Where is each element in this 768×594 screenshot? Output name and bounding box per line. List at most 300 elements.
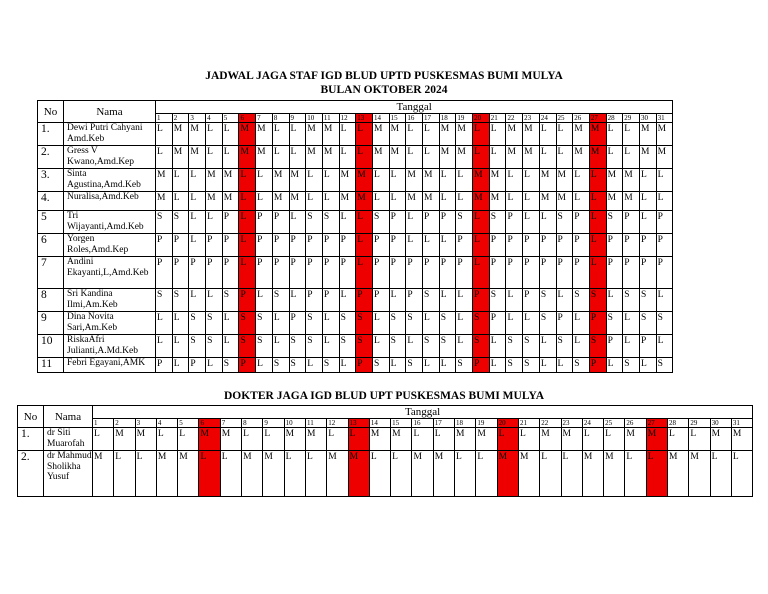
shift-cell: S bbox=[523, 335, 540, 358]
shift-cell: L bbox=[322, 312, 339, 335]
shift-cell: L bbox=[489, 335, 506, 358]
shift-cell: L bbox=[239, 234, 256, 257]
shift-cell: M bbox=[433, 451, 454, 497]
shift-cell: P bbox=[322, 234, 339, 257]
shift-cell: S bbox=[339, 335, 356, 358]
shift-cell: L bbox=[423, 234, 440, 257]
shift-cell: P bbox=[439, 257, 456, 289]
shift-cell: S bbox=[306, 335, 323, 358]
shift-cell: P bbox=[456, 257, 473, 289]
shift-cell: P bbox=[623, 234, 640, 257]
day-header-30: 30 bbox=[710, 419, 731, 428]
shift-cell: S bbox=[589, 335, 606, 358]
shift-cell: L bbox=[222, 335, 239, 358]
shift-cell: S bbox=[606, 211, 623, 234]
shift-cell: L bbox=[589, 234, 606, 257]
shift-cell: L bbox=[604, 428, 625, 451]
day-header-6: 6 bbox=[199, 419, 220, 428]
day-header-30: 30 bbox=[639, 114, 656, 123]
shift-cell: M bbox=[489, 192, 506, 211]
shift-cell: L bbox=[306, 169, 323, 192]
shift-cell: L bbox=[206, 358, 223, 373]
shift-cell: M bbox=[668, 451, 689, 497]
shift-cell: S bbox=[156, 289, 173, 312]
shift-cell: L bbox=[506, 192, 523, 211]
shift-cell: P bbox=[623, 257, 640, 289]
shift-cell: P bbox=[289, 234, 306, 257]
shift-cell: S bbox=[556, 211, 573, 234]
shift-cell: L bbox=[539, 211, 556, 234]
shift-cell: L bbox=[189, 192, 206, 211]
shift-cell: L bbox=[656, 289, 673, 312]
shift-cell: L bbox=[289, 211, 306, 234]
shift-cell: S bbox=[456, 358, 473, 373]
shift-cell: S bbox=[322, 211, 339, 234]
shift-cell: L bbox=[656, 169, 673, 192]
shift-cell: P bbox=[389, 211, 406, 234]
shift-cell: M bbox=[439, 123, 456, 146]
shift-cell: L bbox=[339, 358, 356, 373]
shift-cell: P bbox=[306, 289, 323, 312]
shift-cell: P bbox=[639, 234, 656, 257]
day-header-4: 4 bbox=[206, 114, 223, 123]
shift-cell: S bbox=[556, 335, 573, 358]
shift-cell: L bbox=[439, 358, 456, 373]
shift-cell: L bbox=[423, 312, 440, 335]
shift-cell: M bbox=[506, 123, 523, 146]
shift-cell: L bbox=[439, 289, 456, 312]
day-header-16: 16 bbox=[412, 419, 433, 428]
shift-cell: P bbox=[272, 211, 289, 234]
header-name: Nama bbox=[64, 101, 156, 123]
shift-cell: L bbox=[489, 358, 506, 373]
shift-cell: S bbox=[256, 335, 273, 358]
shift-cell: P bbox=[506, 257, 523, 289]
shift-cell: L bbox=[506, 169, 523, 192]
shift-cell: L bbox=[639, 358, 656, 373]
shift-cell: M bbox=[327, 451, 348, 497]
shift-cell: L bbox=[489, 123, 506, 146]
shift-cell: M bbox=[389, 146, 406, 169]
shift-cell: S bbox=[289, 335, 306, 358]
shift-cell: M bbox=[646, 428, 667, 451]
shift-cell: P bbox=[206, 234, 223, 257]
day-header-25: 25 bbox=[556, 114, 573, 123]
staff-row bbox=[38, 234, 673, 257]
day-header-21: 21 bbox=[489, 114, 506, 123]
shift-cell: S bbox=[206, 335, 223, 358]
shift-cell: L bbox=[389, 169, 406, 192]
shift-cell: S bbox=[372, 211, 389, 234]
shift-cell: L bbox=[606, 123, 623, 146]
day-header-24: 24 bbox=[539, 114, 556, 123]
shift-cell: L bbox=[189, 234, 206, 257]
shift-cell: P bbox=[556, 257, 573, 289]
day-header-11: 11 bbox=[305, 419, 326, 428]
shift-cell: S bbox=[356, 312, 373, 335]
shift-cell: L bbox=[327, 428, 348, 451]
day-header-14: 14 bbox=[369, 419, 390, 428]
shift-cell: L bbox=[456, 335, 473, 358]
shift-cell: L bbox=[322, 192, 339, 211]
shift-cell: L bbox=[156, 146, 173, 169]
shift-cell: S bbox=[473, 312, 490, 335]
shift-cell: M bbox=[220, 428, 241, 451]
shift-cell: S bbox=[322, 358, 339, 373]
shift-cell: M bbox=[306, 123, 323, 146]
shift-cell: M bbox=[389, 123, 406, 146]
day-header-7: 7 bbox=[256, 114, 273, 123]
shift-cell: L bbox=[540, 451, 561, 497]
shift-cell: L bbox=[623, 146, 640, 169]
shift-cell: M bbox=[523, 146, 540, 169]
day-header-17: 17 bbox=[423, 114, 440, 123]
staff-row bbox=[38, 211, 673, 234]
shift-cell: S bbox=[623, 289, 640, 312]
shift-cell: S bbox=[439, 312, 456, 335]
shift-cell: L bbox=[189, 169, 206, 192]
shift-cell: P bbox=[272, 257, 289, 289]
shift-cell: L bbox=[206, 211, 223, 234]
schedule-month: BULAN OKTOBER 2024 bbox=[320, 84, 448, 96]
shift-cell: L bbox=[406, 211, 423, 234]
shift-cell: S bbox=[206, 312, 223, 335]
shift-cell: L bbox=[172, 358, 189, 373]
shift-cell: P bbox=[539, 234, 556, 257]
shift-cell: M bbox=[518, 451, 539, 497]
staff-row bbox=[38, 358, 673, 373]
shift-cell: P bbox=[306, 234, 323, 257]
staff-name: Tri Wijayanti,Amd.Keb bbox=[64, 211, 156, 234]
shift-cell: L bbox=[455, 451, 476, 497]
shift-cell: L bbox=[256, 169, 273, 192]
shift-cell: M bbox=[439, 146, 456, 169]
day-header-20: 20 bbox=[497, 419, 518, 428]
shift-cell: S bbox=[489, 211, 506, 234]
shift-cell: S bbox=[389, 312, 406, 335]
shift-cell: L bbox=[322, 335, 339, 358]
day-header-1: 1 bbox=[156, 114, 173, 123]
shift-cell: M bbox=[289, 169, 306, 192]
shift-cell: L bbox=[456, 169, 473, 192]
shift-cell: L bbox=[220, 451, 241, 497]
shift-cell: M bbox=[473, 192, 490, 211]
shift-cell: P bbox=[339, 234, 356, 257]
shift-cell: M bbox=[156, 169, 173, 192]
shift-cell: P bbox=[473, 358, 490, 373]
shift-cell: S bbox=[356, 335, 373, 358]
shift-cell: M bbox=[272, 192, 289, 211]
shift-cell: L bbox=[172, 169, 189, 192]
shift-cell: S bbox=[506, 335, 523, 358]
shift-cell: P bbox=[156, 358, 173, 373]
shift-cell: L bbox=[239, 211, 256, 234]
day-header-16: 16 bbox=[406, 114, 423, 123]
shift-cell: L bbox=[406, 234, 423, 257]
shift-cell: M bbox=[689, 451, 710, 497]
shift-cell: P bbox=[456, 234, 473, 257]
day-header-3: 3 bbox=[189, 114, 206, 123]
shift-cell: L bbox=[256, 289, 273, 312]
shift-cell: P bbox=[372, 257, 389, 289]
shift-cell: P bbox=[589, 312, 606, 335]
shift-cell: P bbox=[156, 257, 173, 289]
shift-cell: L bbox=[523, 312, 540, 335]
shift-cell: L bbox=[589, 169, 606, 192]
staff-name: Nuralisa,Amd.Keb bbox=[64, 192, 156, 211]
day-header-2: 2 bbox=[114, 419, 135, 428]
shift-cell: P bbox=[606, 335, 623, 358]
day-header-22: 22 bbox=[540, 419, 561, 428]
shift-cell: L bbox=[589, 211, 606, 234]
shift-cell: P bbox=[656, 257, 673, 289]
shift-cell: P bbox=[222, 211, 239, 234]
shift-cell: S bbox=[573, 358, 590, 373]
shift-cell: L bbox=[689, 428, 710, 451]
day-header-5: 5 bbox=[178, 419, 199, 428]
shift-cell: S bbox=[306, 312, 323, 335]
shift-cell: L bbox=[206, 146, 223, 169]
shift-cell: M bbox=[623, 169, 640, 192]
shift-cell: L bbox=[406, 123, 423, 146]
shift-cell: P bbox=[356, 289, 373, 312]
day-header-4: 4 bbox=[156, 419, 177, 428]
shift-cell: P bbox=[339, 257, 356, 289]
day-header-21: 21 bbox=[518, 419, 539, 428]
shift-cell: M bbox=[623, 192, 640, 211]
shift-cell: S bbox=[272, 289, 289, 312]
shift-cell: S bbox=[289, 358, 306, 373]
shift-cell: M bbox=[222, 169, 239, 192]
shift-cell: L bbox=[573, 192, 590, 211]
staff-row bbox=[38, 123, 673, 146]
shift-cell: L bbox=[389, 289, 406, 312]
shift-cell: L bbox=[639, 192, 656, 211]
shift-cell: L bbox=[272, 312, 289, 335]
shift-cell: L bbox=[178, 428, 199, 451]
shift-cell: M bbox=[561, 428, 582, 451]
shift-cell: P bbox=[256, 257, 273, 289]
day-header-31: 31 bbox=[731, 419, 752, 428]
shift-cell: P bbox=[356, 358, 373, 373]
shift-cell: M bbox=[606, 169, 623, 192]
shift-cell: P bbox=[172, 257, 189, 289]
shift-cell: L bbox=[272, 335, 289, 358]
shift-cell: S bbox=[473, 335, 490, 358]
shift-cell: M bbox=[656, 123, 673, 146]
staff-number: 9 bbox=[38, 312, 64, 335]
shift-cell: M bbox=[172, 146, 189, 169]
staff-row bbox=[38, 192, 673, 211]
shift-cell: L bbox=[476, 451, 497, 497]
header-no: No bbox=[18, 406, 44, 428]
shift-cell: L bbox=[172, 192, 189, 211]
shift-cell: M bbox=[455, 428, 476, 451]
day-header-1: 1 bbox=[93, 419, 114, 428]
shift-cell: L bbox=[356, 211, 373, 234]
staff-number: 11 bbox=[38, 358, 64, 373]
schedule-title: JADWAL JAGA STAF IGD BLUD UPTD PUSKESMAS BUMI MULYA bbox=[205, 70, 563, 82]
shift-cell: L bbox=[256, 192, 273, 211]
shift-cell: L bbox=[623, 123, 640, 146]
doctor-row bbox=[18, 451, 753, 497]
shift-cell: L bbox=[406, 146, 423, 169]
day-header-9: 9 bbox=[263, 419, 284, 428]
day-header-18: 18 bbox=[455, 419, 476, 428]
shift-cell: P bbox=[439, 211, 456, 234]
shift-cell: L bbox=[523, 192, 540, 211]
shift-cell: M bbox=[156, 451, 177, 497]
shift-cell: L bbox=[263, 428, 284, 451]
shift-cell: M bbox=[189, 146, 206, 169]
doctor-name: dr Siti Muarofah bbox=[44, 428, 93, 451]
shift-cell: M bbox=[497, 451, 518, 497]
shift-cell: L bbox=[389, 192, 406, 211]
header-name: Nama bbox=[44, 406, 93, 428]
shift-cell: S bbox=[506, 358, 523, 373]
shift-cell: L bbox=[556, 289, 573, 312]
shift-cell: P bbox=[523, 234, 540, 257]
shift-cell: S bbox=[573, 289, 590, 312]
shift-cell: S bbox=[239, 335, 256, 358]
shift-cell: L bbox=[284, 451, 305, 497]
doctor-schedule-title: DOKTER JAGA IGD BLUD UPT PUSKESMAS BUMI MULYA bbox=[223, 390, 545, 402]
day-header-27: 27 bbox=[646, 419, 667, 428]
shift-cell: L bbox=[189, 289, 206, 312]
shift-cell: P bbox=[222, 257, 239, 289]
shift-cell: P bbox=[639, 335, 656, 358]
shift-cell: L bbox=[356, 257, 373, 289]
shift-cell: L bbox=[473, 211, 490, 234]
staff-schedule-table bbox=[37, 100, 673, 373]
shift-cell: L bbox=[322, 169, 339, 192]
shift-cell: L bbox=[135, 451, 156, 497]
shift-cell: S bbox=[189, 335, 206, 358]
shift-cell: M bbox=[93, 451, 114, 497]
shift-cell: P bbox=[289, 312, 306, 335]
shift-cell: M bbox=[625, 428, 646, 451]
shift-cell: P bbox=[256, 234, 273, 257]
day-header-19: 19 bbox=[476, 419, 497, 428]
day-header-19: 19 bbox=[456, 114, 473, 123]
shift-cell: M bbox=[556, 192, 573, 211]
shift-cell: L bbox=[623, 312, 640, 335]
shift-cell: L bbox=[372, 312, 389, 335]
shift-cell: L bbox=[573, 312, 590, 335]
shift-cell: L bbox=[239, 169, 256, 192]
shift-cell: M bbox=[305, 428, 326, 451]
shift-cell: L bbox=[172, 335, 189, 358]
shift-cell: L bbox=[423, 123, 440, 146]
shift-cell: L bbox=[256, 358, 273, 373]
doctor-row bbox=[18, 428, 753, 451]
staff-number: 10 bbox=[38, 335, 64, 358]
shift-cell: S bbox=[656, 312, 673, 335]
shift-cell: M bbox=[456, 123, 473, 146]
shift-cell: P bbox=[606, 257, 623, 289]
shift-cell: P bbox=[606, 234, 623, 257]
shift-cell: L bbox=[573, 335, 590, 358]
doctor-name: dr Mahmud Sholikha Yusuf bbox=[44, 451, 93, 497]
shift-cell: L bbox=[391, 451, 412, 497]
day-header-24: 24 bbox=[582, 419, 603, 428]
staff-row bbox=[38, 335, 673, 358]
shift-cell: M bbox=[539, 192, 556, 211]
shift-cell: M bbox=[523, 123, 540, 146]
shift-cell: P bbox=[573, 234, 590, 257]
day-header-26: 26 bbox=[573, 114, 590, 123]
shift-cell: L bbox=[506, 312, 523, 335]
shift-cell: L bbox=[423, 358, 440, 373]
shift-cell: P bbox=[322, 289, 339, 312]
shift-cell: M bbox=[263, 451, 284, 497]
shift-cell: M bbox=[178, 451, 199, 497]
day-header-28: 28 bbox=[668, 419, 689, 428]
shift-cell: L bbox=[305, 451, 326, 497]
day-header-10: 10 bbox=[306, 114, 323, 123]
shift-cell: P bbox=[639, 257, 656, 289]
doctor-schedule-table bbox=[17, 405, 753, 497]
shift-cell: L bbox=[114, 451, 135, 497]
staff-row bbox=[38, 312, 673, 335]
shift-cell: L bbox=[156, 312, 173, 335]
shift-cell: M bbox=[256, 123, 273, 146]
staff-row bbox=[38, 289, 673, 312]
shift-cell: L bbox=[639, 211, 656, 234]
shift-cell: L bbox=[172, 312, 189, 335]
shift-cell: L bbox=[473, 257, 490, 289]
shift-cell: P bbox=[556, 234, 573, 257]
shift-cell: M bbox=[489, 169, 506, 192]
shift-cell: M bbox=[114, 428, 135, 451]
shift-cell: S bbox=[222, 289, 239, 312]
shift-cell: P bbox=[506, 234, 523, 257]
shift-cell: L bbox=[439, 169, 456, 192]
staff-name: Gress V Kwano,Amd.Kep bbox=[64, 146, 156, 169]
shift-cell: L bbox=[372, 335, 389, 358]
shift-cell: L bbox=[506, 289, 523, 312]
shift-cell: M bbox=[731, 428, 752, 451]
shift-cell: L bbox=[206, 289, 223, 312]
shift-cell: P bbox=[573, 257, 590, 289]
shift-cell: M bbox=[589, 123, 606, 146]
shift-cell: S bbox=[239, 312, 256, 335]
shift-cell: M bbox=[423, 192, 440, 211]
day-header-2: 2 bbox=[172, 114, 189, 123]
day-header-9: 9 bbox=[289, 114, 306, 123]
shift-cell: M bbox=[135, 428, 156, 451]
shift-cell: M bbox=[506, 146, 523, 169]
day-header-7: 7 bbox=[220, 419, 241, 428]
shift-cell: L bbox=[556, 123, 573, 146]
header-date: Tanggal bbox=[156, 101, 673, 114]
shift-cell: L bbox=[539, 335, 556, 358]
shift-cell: M bbox=[356, 169, 373, 192]
staff-name: Febri Egayani,AMK bbox=[64, 358, 156, 373]
shift-cell: P bbox=[473, 289, 490, 312]
staff-name: RiskaAfri Julianti,A.Md.Keb bbox=[64, 335, 156, 358]
shift-cell: S bbox=[256, 312, 273, 335]
shift-cell: L bbox=[625, 451, 646, 497]
shift-cell: L bbox=[289, 146, 306, 169]
shift-cell: L bbox=[589, 192, 606, 211]
shift-cell: M bbox=[406, 192, 423, 211]
shift-cell: M bbox=[222, 192, 239, 211]
day-header-28: 28 bbox=[606, 114, 623, 123]
shift-cell: P bbox=[573, 211, 590, 234]
shift-cell: M bbox=[206, 169, 223, 192]
shift-cell: L bbox=[372, 169, 389, 192]
